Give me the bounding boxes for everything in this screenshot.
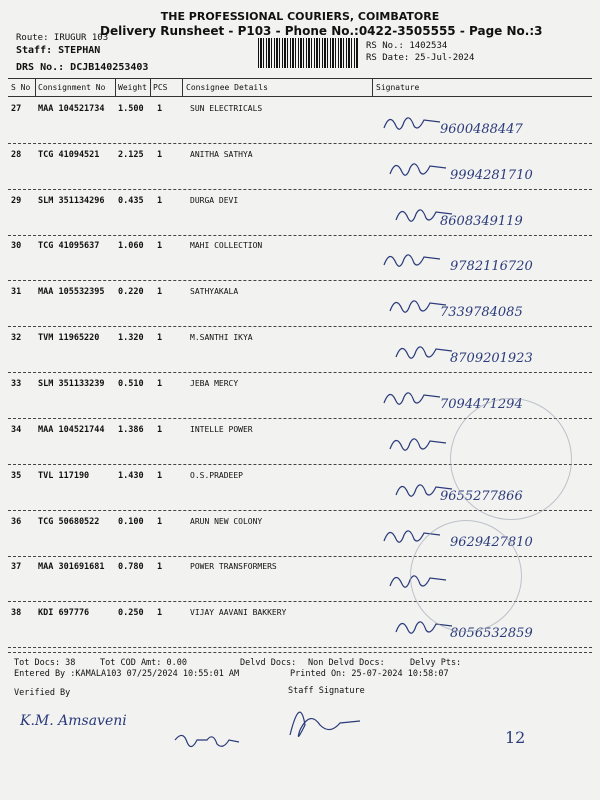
row-consignee: DURGA DEVI (190, 196, 239, 205)
col-divider (182, 78, 183, 96)
row-consignee: JEBA MERCY (190, 379, 239, 388)
verifier-scribble (170, 725, 250, 755)
footer-divider (8, 652, 592, 653)
row-divider (8, 372, 592, 373)
row-weight: 0.250 (118, 608, 144, 618)
row-signature-scribble (386, 156, 456, 182)
verifier-signature: K.M. Amsaveni (20, 713, 127, 729)
row-consignment-no: MAA 104521744 (38, 425, 105, 435)
row-pcs: 1 (157, 562, 163, 572)
row-signature-scribble (380, 247, 450, 273)
row-pcs: 1 (157, 425, 163, 435)
row-divider (8, 235, 592, 236)
col-divider (150, 78, 151, 96)
col-header-sno: S No (11, 83, 31, 92)
row-sno: 37 (11, 562, 22, 572)
col-divider (115, 78, 116, 96)
row-consignment-no: TCG 41095637 (38, 241, 100, 251)
row-consignment-no: SLM 351134296 (38, 196, 105, 206)
row-weight: 1.500 (118, 104, 144, 114)
row-weight: 1.060 (118, 241, 144, 251)
row-signature-phone: 8608349119 (440, 214, 523, 229)
row-consignment-no: MAA 104521734 (38, 104, 105, 114)
row-signature-phone: 9655277866 (440, 489, 523, 504)
row-consignee: MAHI COLLECTION (190, 241, 263, 250)
row-signature-phone: 7094471294 (440, 397, 523, 412)
row-consignment-no: TCG 41094521 (38, 150, 100, 160)
row-signature-phone: 9629427810 (450, 535, 533, 550)
row-sno: 27 (11, 104, 22, 114)
row-consignment-no: MAA 105532395 (38, 287, 105, 297)
col-header-signature: Signature (376, 83, 420, 92)
rs-number: RS No.: 1402534 (366, 41, 448, 51)
company-stamp (410, 520, 522, 632)
row-consignment-no: KDI 697776 (38, 608, 90, 618)
row-sno: 34 (11, 425, 22, 435)
row-sno: 28 (11, 150, 22, 160)
entered-by: Entered By :KAMALA103 07/25/2024 10:55:01 AM (14, 669, 240, 679)
total-cod: Tot COD Amt: 0.00 (100, 658, 187, 668)
company-stamp (450, 398, 572, 520)
row-weight: 0.100 (118, 517, 144, 527)
verified-by-label: Verified By (14, 688, 71, 698)
printed-on: Printed On: 25-07-2024 10:58:07 (290, 669, 449, 679)
row-pcs: 1 (157, 287, 163, 297)
row-signature-phone: 9994281710 (450, 168, 533, 183)
row-weight: 0.220 (118, 287, 144, 297)
row-signature-phone: 8056532859 (450, 626, 533, 641)
col-divider (372, 78, 373, 96)
row-pcs: 1 (157, 471, 163, 481)
row-signature-phone: 9782116720 (450, 259, 533, 274)
row-consignee: POWER TRANSFORMERS (190, 562, 277, 571)
row-signature-scribble (386, 431, 456, 457)
drs-number: DRS No.: DCJB140253403 (16, 62, 149, 73)
row-pcs: 1 (157, 150, 163, 160)
row-consignment-no: SLM 351133239 (38, 379, 105, 389)
rs-date: RS Date: 25-Jul-2024 (366, 53, 475, 63)
total-docs: Tot Docs: 38 (14, 658, 76, 668)
row-weight: 0.780 (118, 562, 144, 572)
col-divider (35, 78, 36, 96)
header-bottom-border (8, 96, 592, 97)
company-name: THE PROFESSIONAL COURIERS, COIMBATORE (160, 10, 440, 23)
row-weight: 1.386 (118, 425, 144, 435)
row-sno: 31 (11, 287, 22, 297)
row-consignee: ANITHA SATHYA (190, 150, 253, 159)
row-consignee: ARUN NEW COLONY (190, 517, 263, 526)
row-sno: 35 (11, 471, 22, 481)
col-header-pcs: PCS (153, 83, 168, 92)
row-pcs: 1 (157, 608, 163, 618)
row-signature-phone: 9600488447 (440, 122, 523, 137)
row-pcs: 1 (157, 241, 163, 251)
route: Route: IRUGUR 103 (16, 33, 109, 43)
row-divider (8, 326, 592, 327)
row-sno: 32 (11, 333, 22, 343)
staff-signature-label: Staff Signature (288, 686, 365, 696)
row-signature-phone: 7339784085 (440, 305, 523, 320)
page-mark: 12 (505, 728, 526, 747)
row-consignment-no: TVL 117190 (38, 471, 90, 481)
row-consignee: SATHYAKALA (190, 287, 239, 296)
row-weight: 2.125 (118, 150, 144, 160)
row-consignment-no: TCG 50680522 (38, 517, 100, 527)
row-consignee: M.SANTHI IKYA (190, 333, 253, 342)
col-header-weight: Weight (118, 83, 147, 92)
staff: Staff: STEPHAN (16, 45, 101, 56)
row-consignee: INTELLE POWER (190, 425, 253, 434)
col-header-consignee: Consignee Details (186, 83, 268, 92)
row-signature-phone: 8709201923 (450, 351, 533, 366)
barcode (258, 38, 358, 68)
row-divider (8, 189, 592, 190)
row-sno: 29 (11, 196, 22, 206)
non-delivered-docs: Non Delvd Docs: (308, 658, 385, 668)
row-pcs: 1 (157, 333, 163, 343)
row-weight: 0.435 (118, 196, 144, 206)
row-pcs: 1 (157, 196, 163, 206)
row-weight: 1.430 (118, 471, 144, 481)
staff-signature (280, 695, 370, 745)
row-consignment-no: TVM 11965220 (38, 333, 100, 343)
row-divider (8, 143, 592, 144)
row-consignee: SUN ELECTRICALS (190, 104, 263, 113)
row-sno: 30 (11, 241, 22, 251)
col-header-consignment: Consignment No (38, 83, 106, 92)
row-pcs: 1 (157, 104, 163, 114)
row-pcs: 1 (157, 379, 163, 389)
delivery-points: Delvy Pts: (410, 658, 462, 668)
row-consignment-no: MAA 301691681 (38, 562, 105, 572)
table-top-border (8, 78, 592, 79)
row-consignee: VIJAY AAVANI BAKKERY (190, 608, 287, 617)
row-weight: 0.510 (118, 379, 144, 389)
row-weight: 1.320 (118, 333, 144, 343)
row-pcs: 1 (157, 517, 163, 527)
row-consignee: O.S.PRADEEP (190, 471, 243, 480)
row-divider (8, 647, 592, 648)
runsheet-title: Delivery Runsheet - P103 - Phone No.:0422-3505555 - Page No.:3 (100, 24, 543, 38)
row-sno: 33 (11, 379, 22, 389)
row-sno: 38 (11, 608, 22, 618)
row-sno: 36 (11, 517, 22, 527)
delivered-docs: Delvd Docs: (240, 658, 297, 668)
row-divider (8, 280, 592, 281)
